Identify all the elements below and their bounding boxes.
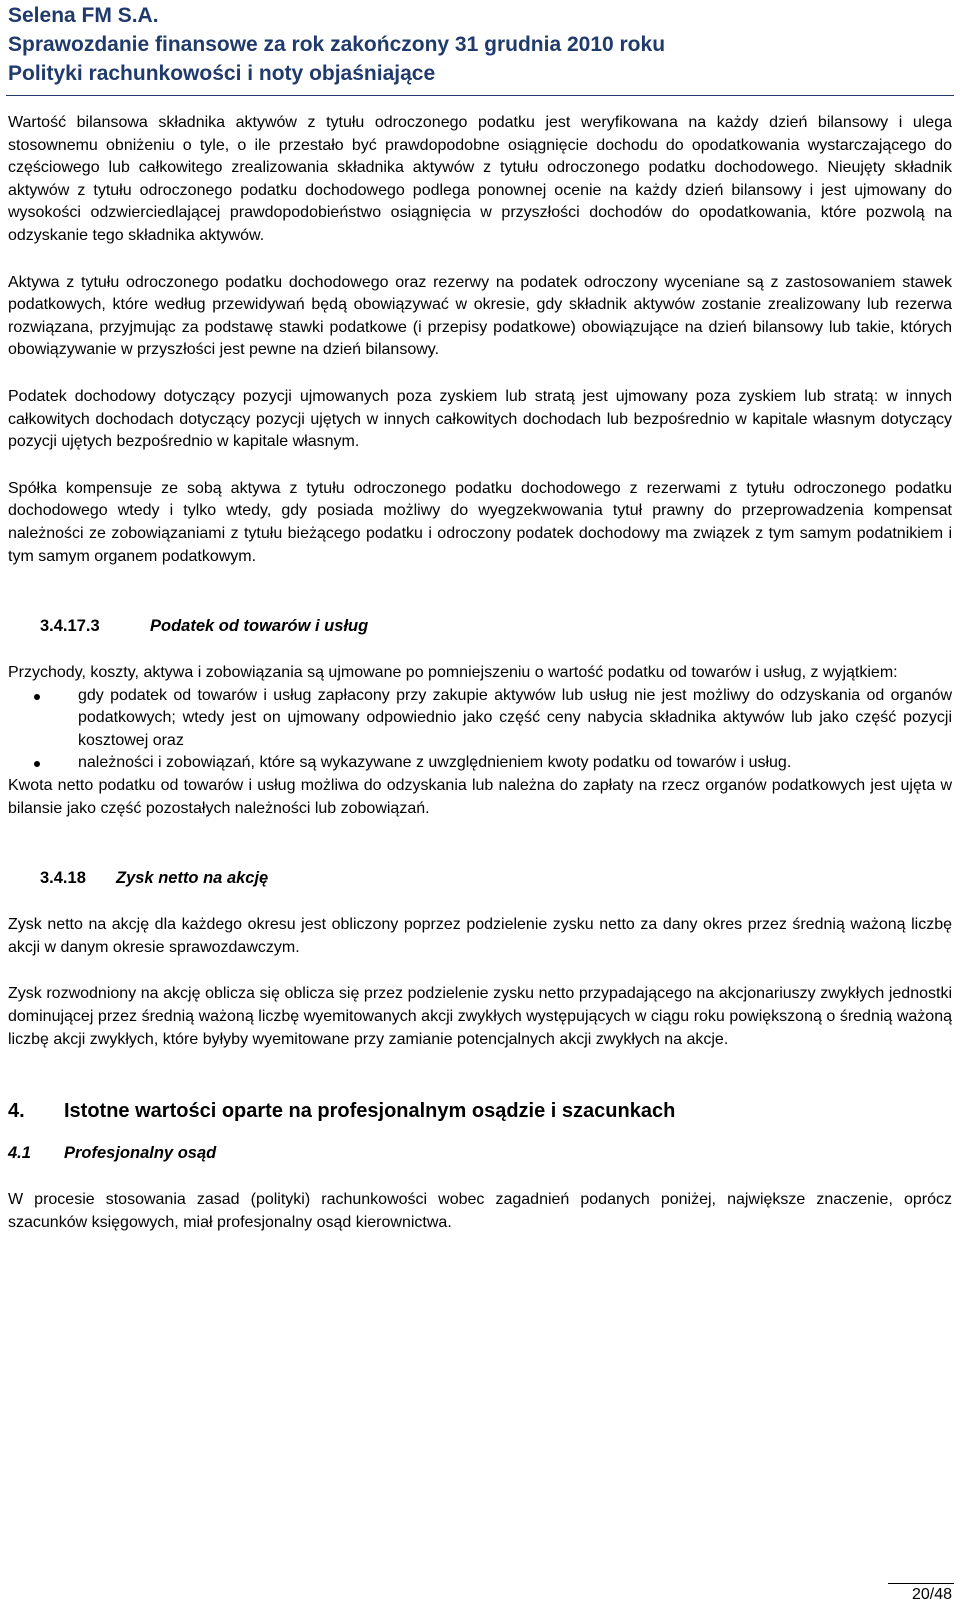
heading-text: Podatek od towarów i usług [150, 617, 369, 636]
heading-text: Zysk netto na akcję [116, 869, 269, 888]
heading-professional-judgement [8, 1141, 952, 1165]
heading-number: 4.1 [8, 1144, 31, 1163]
footer-divider [888, 1583, 954, 1584]
heading-eps [8, 866, 952, 890]
vat-exceptions-list [8, 685, 952, 775]
paragraph-eps-diluted: Zysk rozwodniony na akcję oblicza się oblicza się przez podzielenie zysku netto przypadającego na akcjonariuszy zwykłych jednostki dominującej przez średnią ważoną liczbę wyemitowanych akcji zwykłych występujących w ciągu roku powiększoną o średnią ważoną liczbę akcji zwykłych, które byłyby wyemitowane przy zamianie potencjalnych akcji zwykłych na akcje. [8, 985, 952, 1048]
section-title: Polityki rachunkowości i noty objaśniające [8, 62, 436, 85]
paragraph-eps-basic: Zysk netto na akcję dla każdego okresu jest obliczony poprzez podzielenie zysku netto za dany okres przez średnią ważoną liczbę akcji w danym okresie sprawozdawczym. [8, 916, 952, 956]
page-content [8, 112, 952, 1234]
document-header [8, 0, 665, 88]
header-divider [6, 95, 954, 96]
report-title: Sprawozdanie finansowe za rok zakończony 31 grudnia 2010 roku [8, 33, 666, 56]
page-number: 20/48 [911, 1586, 952, 1603]
heading-number: 4. [8, 1100, 25, 1123]
heading-number: 3.4.18 [40, 869, 86, 888]
paragraph-vat-intro: Przychody, koszty, aktywa i zobowiązania są ujmowane po pomniejszeniu o wartość podatku od towarów i usług, z wyjątkiem: [8, 664, 898, 682]
company-name: Selena FM S.A. [8, 4, 159, 27]
heading-number: 3.4.17.3 [40, 617, 100, 636]
heading-section-4 [8, 1097, 952, 1125]
paragraph-professional-judgement: W procesie stosowania zasad (polityki) rachunkowości wobec zagadnień podanych poniżej, największe znaczenie, oprócz szacunków księgowych, miał profesjonalny osąd kierownictwa. [8, 1191, 952, 1231]
heading-vat [8, 614, 952, 638]
heading-text: Profesjonalny osąd [64, 1144, 217, 1163]
bullet-icon [34, 694, 40, 700]
list-item: należności i zobowiązań, które są wykazywane z uwzględnieniem kwoty podatku od towarów i usług. [8, 752, 952, 775]
paragraph-offsetting: Spółka kompensuje ze sobą aktywa z tytułu odroczonego podatku dochodowego z rezerwami z tytułu odroczonego podatku dochodowego wtedy i tylko wtedy, gdy posiada możliwy do wyegzekwowania tytuł prawny do przeprowadzenia kompensat należności ze zobowiązaniami z tytułu bieżącego podatku i odroczony podatek dochodowy ma związek z tym samym podatnikiem i tym samym organem podatkowym. [8, 479, 952, 565]
paragraph-vat-net: Kwota netto podatku od towarów i usług możliwa do odzyskania lub należna do zapłaty na rzecz organów podatkowych jest ujęta w bilansie jako część pozostałych należności lub zobowiązań. [8, 777, 952, 817]
paragraph-deferred-tax-asset-review: Wartość bilansowa składnika aktywów z tytułu odroczonego podatku jest weryfikowana na każdy dzień bilansowy i ulega stosownemu obniżeniu o tyle, o ile przestało być prawdopodobne osiągnięcie dochodu do opodatkowania wystarczającego do częściowego lub całkowitego zrealizowania składnika aktywów z tytułu odroczonego podatku dochodowego. Nieujęty składnik aktywów z tytułu odroczonego podatku dochodowego podlega ponownej ocenie na każdy dzień bilansowy i jest ujmowany do wysokości odzwierciedlającej prawdopodobieństwo osiągnięcia w przyszłości dochodów do opodatkowania, które pozwolą na odzyskanie tego składnika aktywów. [8, 114, 952, 244]
heading-text: Istotne wartości oparte na profesjonalnym osądzie i szacunkach [64, 1100, 676, 1123]
paragraph-income-tax-oci: Podatek dochodowy dotyczący pozycji ujmowanych poza zyskiem lub stratą jest ujmowany poza zyskiem lub stratą: w innych całkowitych dochodach dotyczący pozycji ujętych w innych całkowitych dochodach lub bezpośrednio w kapitale własnym dotyczący pozycji ujętych bezpośrednio w kapitale własnym. [8, 387, 952, 451]
bullet-icon [34, 761, 40, 767]
list-item: gdy podatek od towarów i usług zapłacony przy zakupie aktywów lub usług nie jest możliwy do odzyskania od organów podatkowych; wtedy jest on ujmowany odpowiednio jako część ceny nabycia składnika aktywów lub jako część pozycji kosztowej oraz [8, 685, 952, 753]
paragraph-deferred-tax-rates: Aktywa z tytułu odroczonego podatku dochodowego oraz rezerwy na podatek odroczony wyceniane są z zastosowaniem stawek podatkowych, które według przewidywań będą obowiązywać w okresie, gdy składnik aktywów zostanie zrealizowany lub rezerwa rozwiązana, przyjmując za podstawę stawki podatkowe (i przepisy podatkowe) obowiązujące na dzień bilansowy lub takie, których obowiązywanie w przyszłości jest pewne na dzień bilansowy. [8, 273, 952, 359]
